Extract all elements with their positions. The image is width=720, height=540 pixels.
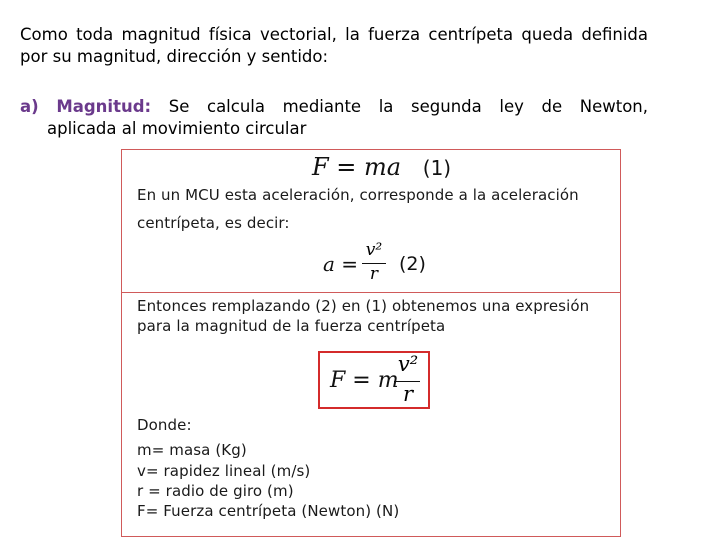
text-2-line-2: para la magnitud de la fuerza centrípeta bbox=[137, 317, 446, 335]
eq2-equals: = bbox=[341, 252, 359, 276]
eq3-denominator: r bbox=[402, 382, 414, 406]
eq1-tag: (1) bbox=[422, 156, 452, 180]
eq2-numerator: v² bbox=[365, 240, 383, 260]
intro-paragraph: Como toda magnitud física vectorial, la fuerza centrípeta queda definida por su magnitud, dirección y sentido: bbox=[20, 25, 648, 66]
item-line1-text: Se calcula mediante la segunda ley de Newton, bbox=[168, 97, 648, 116]
item-line2-text: aplicada al movimiento circular bbox=[47, 119, 307, 138]
eq2-denominator: r bbox=[369, 264, 379, 284]
eq3-lhs-group bbox=[330, 368, 399, 393]
text-1-line-1: En un MCU esta aceleración, corresponde a la aceleración bbox=[137, 186, 579, 204]
eq2-lhs-group bbox=[323, 252, 358, 276]
eq1-rhs: ma bbox=[364, 153, 402, 181]
eq1-equals: = bbox=[336, 153, 357, 181]
item-line-1 bbox=[20, 96, 648, 118]
definition-speed: v= rapidez lineal (m/s) bbox=[137, 462, 311, 480]
eq1-lhs: F bbox=[312, 153, 329, 181]
eq3-lhs: F bbox=[330, 368, 346, 393]
equation-1 bbox=[312, 153, 451, 181]
eq3-mass: m bbox=[377, 368, 399, 393]
text-2-line-1: Entonces remplazando (2) en (1) obtenemos una expresión bbox=[137, 297, 590, 315]
item-term: Magnitud: bbox=[56, 97, 152, 116]
eq2-lhs: a bbox=[323, 252, 335, 276]
definition-radius: r = radio de giro (m) bbox=[137, 482, 294, 500]
eq3-numerator: v² bbox=[397, 352, 419, 376]
definition-mass: m= masa (Kg) bbox=[137, 441, 247, 459]
text-1-line-2: centrípeta, es decir: bbox=[137, 214, 290, 232]
box-divider bbox=[121, 292, 621, 293]
item-magnitud bbox=[20, 96, 648, 140]
eq3-equals: = bbox=[352, 368, 371, 393]
item-marker: a) bbox=[20, 97, 39, 116]
donde-label: Donde: bbox=[137, 416, 192, 434]
eq2-tag: (2) bbox=[399, 253, 426, 275]
definition-force: F= Fuerza centrípeta (Newton) (N) bbox=[137, 502, 400, 520]
